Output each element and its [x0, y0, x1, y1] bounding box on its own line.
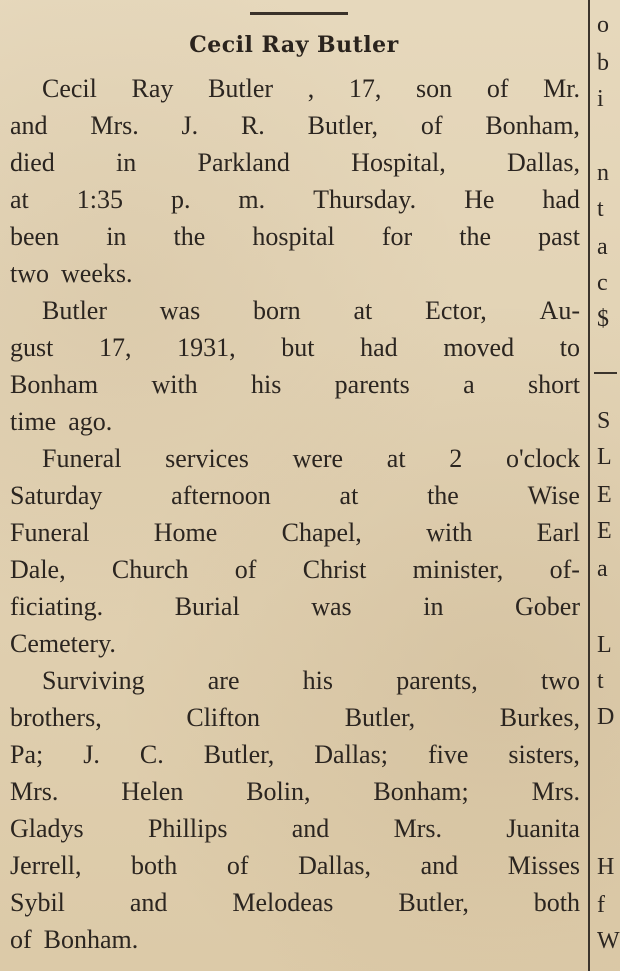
word: Earl: [536, 518, 580, 547]
word: with: [426, 518, 473, 547]
word: Cemetery.: [10, 629, 116, 658]
word: both: [533, 888, 580, 917]
word: J.: [83, 740, 100, 769]
word: Mrs.: [531, 777, 580, 806]
word: both: [131, 851, 178, 880]
word: were: [292, 444, 344, 473]
word: Christ: [302, 555, 367, 584]
word: five: [427, 740, 469, 769]
word: p.: [170, 185, 191, 214]
word: Bonham,: [485, 111, 580, 140]
word: Ector,: [425, 296, 487, 325]
word: a: [463, 370, 475, 399]
word: was: [159, 296, 201, 325]
word: moved: [443, 333, 515, 362]
word: been: [10, 222, 60, 251]
word: Dallas,: [298, 851, 372, 880]
adjacent-column-fragment: [594, 0, 620, 971]
word: time: [10, 407, 57, 436]
word: Mr.: [543, 74, 580, 103]
word: are: [207, 666, 240, 695]
text-line: [10, 440, 580, 477]
word: Juanita: [506, 814, 580, 843]
text-line: [10, 329, 580, 366]
word: J.: [181, 111, 199, 140]
word: Cecil: [42, 74, 97, 103]
adjacent-column-letter: t: [597, 668, 604, 694]
text-line: [10, 736, 580, 773]
word: parents,: [396, 666, 478, 695]
word: but: [281, 333, 315, 362]
obituary-headline: Cecil Ray Butler: [189, 32, 399, 58]
word: in: [116, 148, 137, 177]
adjacent-column-letter: E: [597, 482, 612, 508]
word: brothers,: [10, 703, 102, 732]
word: Surviving: [42, 666, 145, 695]
word: Helen: [121, 777, 184, 806]
word: gust: [10, 333, 54, 362]
word: hospital: [252, 222, 335, 251]
adjacent-column-letter: $: [597, 306, 609, 332]
word: Bonham;: [373, 777, 469, 806]
word: Bonham: [10, 370, 99, 399]
text-line: [10, 218, 580, 255]
text-line: [10, 514, 580, 551]
word: Ray: [131, 74, 174, 103]
word: He: [464, 185, 495, 214]
word: Sybil: [10, 888, 65, 917]
word: of-: [549, 555, 580, 584]
adjacent-column-rule: [594, 372, 617, 374]
word: short: [527, 370, 580, 399]
word: of: [234, 555, 257, 584]
word: Dallas,: [507, 148, 580, 177]
word: Mrs.: [10, 777, 59, 806]
word: Dallas;: [314, 740, 388, 769]
word: Funeral: [42, 444, 122, 473]
word: Clifton: [186, 703, 261, 732]
text-line: [10, 884, 580, 921]
adjacent-column-letter: S: [597, 408, 611, 434]
word: Gladys: [10, 814, 84, 843]
word: at: [339, 481, 359, 510]
word: and: [10, 111, 48, 140]
word: R.: [240, 111, 265, 140]
word: to: [559, 333, 580, 362]
word: Mrs.: [90, 111, 139, 140]
word: died: [10, 148, 55, 177]
word: and: [420, 851, 459, 880]
word: had: [360, 333, 398, 362]
word: Au-: [539, 296, 580, 325]
word: Butler: [208, 74, 274, 103]
text-line: [10, 921, 580, 958]
word: two: [10, 259, 49, 288]
word: of: [10, 925, 32, 954]
adjacent-column-letter: W: [597, 928, 620, 954]
word: minister,: [412, 555, 504, 584]
word: Saturday: [10, 481, 103, 510]
word: had: [542, 185, 580, 214]
adjacent-column-letter: n: [597, 160, 609, 186]
word: afternoon: [171, 481, 271, 510]
word: weeks.: [61, 259, 133, 288]
word: and: [291, 814, 330, 843]
word: m.: [238, 185, 266, 214]
text-line: [10, 773, 580, 810]
word: sisters,: [508, 740, 580, 769]
word: for: [381, 222, 413, 251]
word: Melodeas: [232, 888, 334, 917]
word: 17,: [348, 74, 382, 103]
word: with: [151, 370, 198, 399]
word: C.: [139, 740, 164, 769]
word: 2: [449, 444, 463, 473]
word: Burkes,: [499, 703, 580, 732]
word: Wise: [527, 481, 580, 510]
word: Butler,: [203, 740, 275, 769]
word: Hospital,: [351, 148, 446, 177]
text-line: [10, 181, 580, 218]
word: parents: [334, 370, 410, 399]
adjacent-column-letter: H: [597, 854, 615, 880]
text-line: [10, 477, 580, 514]
word: Pa;: [10, 740, 44, 769]
text-line: [10, 292, 580, 329]
adjacent-column-letter: D: [597, 704, 615, 730]
text-line: [10, 403, 580, 440]
adjacent-column-letter: t: [597, 196, 604, 222]
column-divider: [588, 0, 590, 971]
word: at: [353, 296, 373, 325]
word: Butler: [42, 296, 107, 325]
word: in: [106, 222, 127, 251]
text-line: [10, 662, 580, 699]
word: the: [173, 222, 206, 251]
word: of: [226, 851, 249, 880]
word: services: [165, 444, 249, 473]
text-line: [10, 551, 580, 588]
text-line: [10, 625, 580, 662]
word: Butler,: [307, 111, 379, 140]
word: Funeral: [10, 518, 90, 547]
text-line: [10, 810, 580, 847]
text-line: [10, 699, 580, 736]
word: Misses: [507, 851, 580, 880]
adjacent-column-letter: o: [597, 12, 609, 38]
text-line: [10, 107, 580, 144]
word: 17,: [98, 333, 132, 362]
obituary-body: [10, 70, 580, 958]
word: 1931,: [177, 333, 236, 362]
adjacent-column-letter: a: [597, 556, 608, 582]
word: past: [538, 222, 580, 251]
text-line: [10, 70, 580, 107]
word: Chapel,: [281, 518, 362, 547]
word: Butler,: [344, 703, 416, 732]
word: born: [253, 296, 301, 325]
word: was: [311, 592, 352, 621]
word: son: [416, 74, 453, 103]
word: Burial: [174, 592, 240, 621]
adjacent-column-letter: a: [597, 234, 608, 260]
adjacent-column-letter: b: [597, 50, 609, 76]
word: Phillips: [147, 814, 228, 843]
word: Jerrell,: [10, 851, 82, 880]
word: Butler,: [398, 888, 469, 917]
adjacent-column-letter: c: [597, 270, 608, 296]
word: and: [129, 888, 168, 917]
word: Parkland: [197, 148, 290, 177]
text-line: [10, 366, 580, 403]
adjacent-column-letter: f: [597, 892, 605, 918]
word: o'clock: [505, 444, 580, 473]
word: the: [459, 222, 491, 251]
word: Home: [153, 518, 218, 547]
word: Gober: [515, 592, 580, 621]
word: two: [540, 666, 580, 695]
word: at: [386, 444, 406, 473]
word: at: [10, 185, 29, 214]
text-line: [10, 588, 580, 625]
word: of: [486, 74, 509, 103]
word: Dale,: [10, 555, 66, 584]
word: Thursday.: [313, 185, 417, 214]
word: Bonham.: [43, 925, 139, 954]
word: his: [302, 666, 334, 695]
text-line: [10, 847, 580, 884]
word: ,: [307, 74, 315, 103]
text-line: [10, 144, 580, 181]
word: of: [420, 111, 443, 140]
word: ago.: [68, 407, 113, 436]
adjacent-column-letter: L: [597, 632, 612, 658]
word: the: [427, 481, 459, 510]
word: Church: [111, 555, 189, 584]
word: his: [251, 370, 282, 399]
word: in: [423, 592, 444, 621]
top-rule: [250, 12, 348, 15]
word: ficiating.: [10, 592, 104, 621]
adjacent-column-letter: E: [597, 518, 612, 544]
text-line: [10, 255, 580, 292]
adjacent-column-letter: i: [597, 86, 604, 112]
word: Mrs.: [393, 814, 442, 843]
adjacent-column-letter: L: [597, 444, 612, 470]
word: Bolin,: [246, 777, 311, 806]
word: 1:35: [76, 185, 123, 214]
